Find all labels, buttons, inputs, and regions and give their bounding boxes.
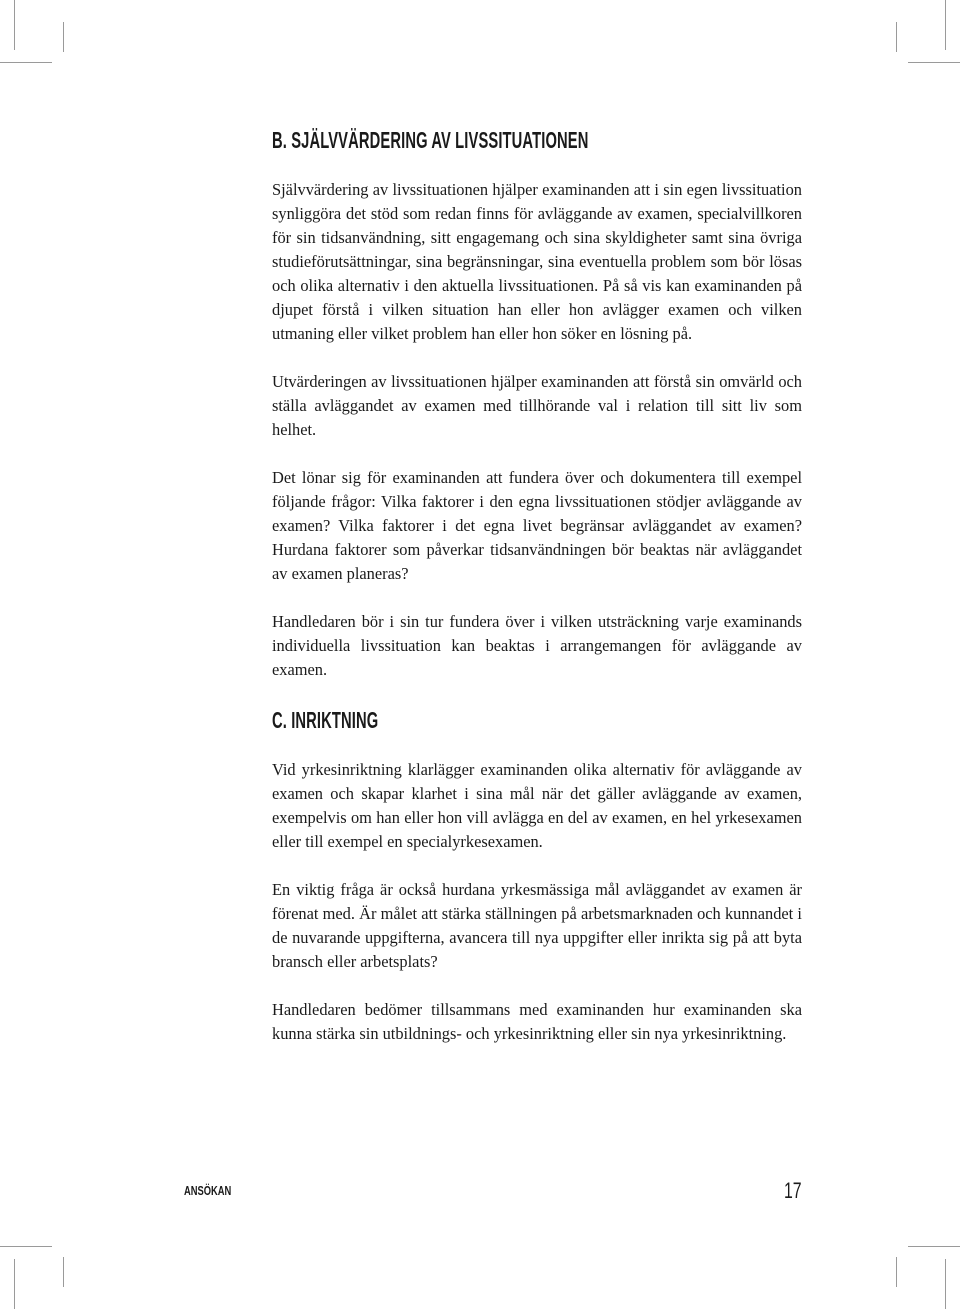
paragraph: Vid yrkesinriktning klarlägger examinanden olika alternativ för avläggande av examen och skapar klarhet i sina mål när det gäller avläggande av examen, exempelvis om han eller hon vill avlägga en del av examen, en hel yrkesexamen eller till exempel en specialyrkesexamen. [272, 760, 802, 851]
crop-mark [63, 22, 64, 52]
paragraph: Handledaren bör i sin tur fundera över i vilken utsträckning varje examinands individuella livssituation kan beaktas i arrangemangen för avläggande av examen. [272, 612, 802, 679]
page-number: 17 [784, 1178, 802, 1203]
section-heading: B. SJÄLVVÄRDERING AV LIVSSITUATIONEN [272, 127, 589, 153]
section-self-assessment [272, 126, 802, 682]
paragraph: Handledaren bedömer tillsammans med examinanden hur examinanden ska kunna stärka sin utbildnings- och yrkesinriktning eller sin nya yrkesinriktning. [272, 1000, 802, 1043]
crop-mark [896, 1257, 897, 1287]
crop-mark [0, 1246, 52, 1247]
paragraph: Det lönar sig för examinanden att fundera över och dokumentera till exempel följande frågor: Vilka faktorer i den egna livssituationen stödjer avläggande av examen? Vilka faktorer i det egna livet begränsar avläggandet av examen? Hurdana faktorer som påverkar tidsanvändningen bör beaktas när avläggandet av examen planeras? [272, 468, 802, 583]
main-content [272, 126, 802, 1070]
paragraph: Utvärderingen av livssituationen hjälper examinanden att förstå sin omvärld och ställa avläggandet av examen med tillhörande val i relation till sitt liv som helhet. [272, 372, 802, 439]
paragraph: Självvärdering av livssituationen hjälper examinanden att i sin egen livssituation synliggöra det stöd som redan finns för avläggande av examen, specialvillkoren för sin tidsanvändning, sitt engagemang och sina skyldigheter samt sina övriga studieförutsättningar, sina begränsningar, sina eventuella problem som bör lösas och olika alternativ i den aktuella livssituationen. På så vis kan examinanden på djupet förstå i vilken situation han eller hon avlägger examen och vilken utmaning eller vilket problem han eller hon söker en lösning på. [272, 180, 802, 343]
paragraph: En viktig fråga är också hurdana yrkesmässiga mål avläggandet av examen är förenat med. Är målet att stärka ställningen på arbetsmarknaden och kunnandet i de nuvarande uppgifterna, avancera till nya uppgifter eller inrikta sig på att byta bransch eller arbetsplats? [272, 880, 802, 971]
crop-mark [14, 1259, 15, 1309]
section-orientation [272, 706, 802, 1046]
crop-mark [896, 22, 897, 52]
crop-mark [14, 0, 15, 50]
footer-section-label: ANSÖKAN [184, 1183, 232, 1198]
crop-mark [945, 0, 946, 50]
crop-mark [0, 62, 52, 63]
crop-mark [945, 1259, 946, 1309]
crop-mark [908, 1246, 960, 1247]
crop-mark [63, 1257, 64, 1287]
crop-mark [908, 62, 960, 63]
section-heading: C. INRIKTNING [272, 707, 379, 733]
